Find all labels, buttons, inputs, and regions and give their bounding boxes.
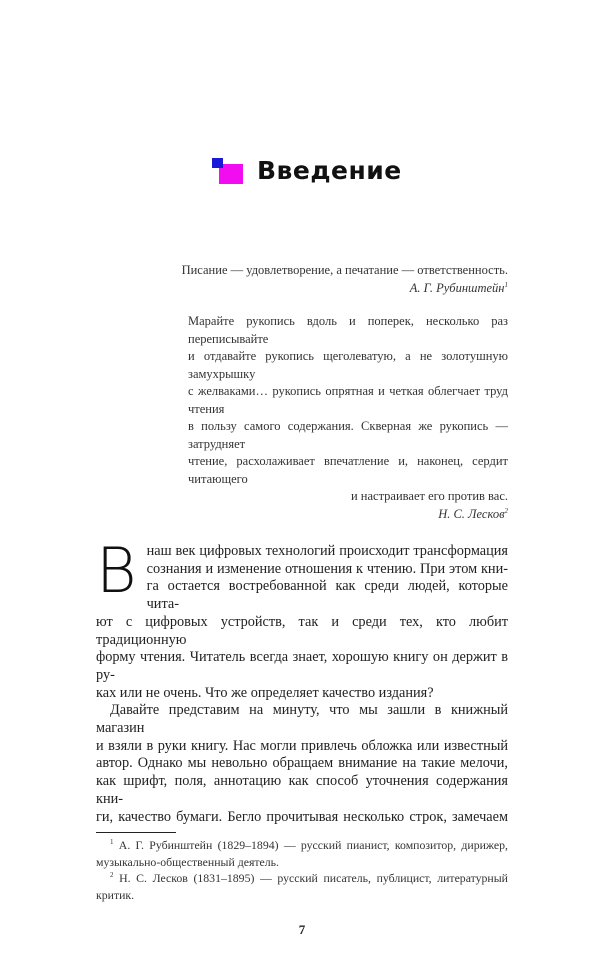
epigraph-author	[188, 506, 508, 524]
epigraph-line: с желваками… рукопись опрятная и четкая облегчает труд чтения	[188, 384, 508, 416]
epigraph-1	[96, 262, 508, 297]
footnote-ref[interactable]: 1	[504, 280, 508, 289]
body-line: ги, качество бумаги. Бегло прочитывая несколько строк, замечаем	[96, 808, 508, 825]
epigraph-line: в пользу самого содержания. Скверная же рукопись — затрудняет	[188, 419, 508, 451]
drop-cap: В	[96, 534, 137, 607]
footnotes	[96, 837, 508, 903]
author-name: А. Г. Рубинштейн	[409, 280, 505, 295]
footnote-line: критик.	[96, 887, 135, 902]
footnote-2	[96, 870, 508, 887]
body-line: форму чтения. Читатель всегда знает, хорошую книгу он держит в ру-	[96, 649, 508, 683]
epigraph-author	[96, 280, 508, 298]
chapter-title: Введение	[257, 156, 402, 185]
footnote-number: 1	[110, 838, 114, 847]
author-name: Н. С. Лесков	[438, 506, 505, 521]
body-line: автор. Однако мы невольно обращаем внимание на такие мелочи,	[96, 755, 508, 772]
body-line: и взяли в руки книгу. Нас могли привлечь обложка или известный	[96, 737, 508, 754]
footnote-ref[interactable]: 2	[504, 506, 508, 515]
page-number: 7	[298, 922, 306, 938]
epigraph-text: Писание — удовлетворение, а печатание — ответственность.	[181, 263, 508, 277]
footnote-number: 2	[110, 871, 114, 880]
body-line: ют с цифровых устройств, так и среди тех, кто любит традиционную	[96, 613, 508, 648]
body-line: наш век цифровых технологий происходит трансформация	[146, 543, 508, 559]
body-line: ках или не очень. Что же определяет качество издания?	[96, 684, 434, 701]
epigraph-line: чтение, расхолаживает впечатление и, наконец, сердит читающего	[188, 454, 508, 486]
footnote-1	[96, 837, 508, 854]
chapter-heading	[212, 156, 508, 186]
blue-square-icon	[212, 158, 223, 168]
epigraph-2	[188, 313, 508, 523]
body-text	[96, 534, 508, 826]
footnote-text: А. Г. Рубинштейн (1829–1894) — русский пианист, композитор, дирижер,	[118, 838, 508, 853]
body-line: Давайте представим на минуту, что мы зашли в книжный магазин	[96, 702, 508, 737]
epigraph-line: и отдавайте рукопись щеголеватую, а не золотушную замухрышку	[188, 349, 508, 381]
body-line: га остается востребованной как среди людей, которые чита-	[146, 578, 508, 613]
footnote-divider	[96, 832, 176, 833]
body-line: как шрифт, поля, аннотацию как способ уточнения содержания кни-	[96, 773, 508, 807]
epigraph-line: и настраивает его против вас.	[350, 489, 508, 503]
body-line: сознания и изменение отношения к чтению. При этом кни-	[146, 560, 508, 577]
chapter-logo-icon	[212, 158, 244, 184]
footnote-line: музыкально-общественный деятель.	[96, 854, 279, 869]
epigraph-line: Марайте рукопись вдоль и поперек, несколько раз переписывайте	[188, 314, 508, 346]
footnote-text: Н. С. Лесков (1831–1895) — русский писатель, публицист, литературный	[119, 871, 508, 886]
